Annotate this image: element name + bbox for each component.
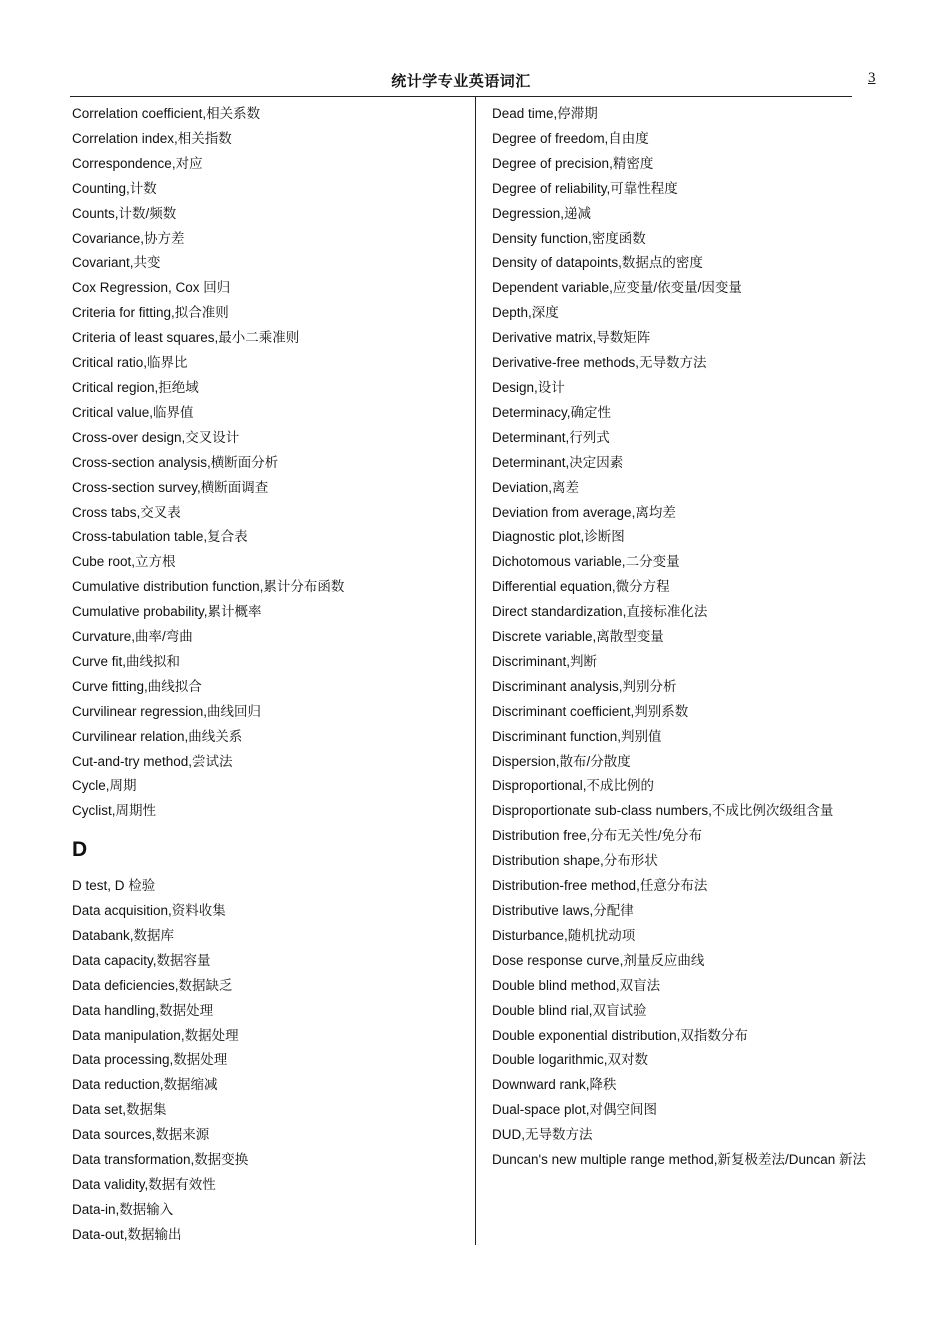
glossary-entry: Discrete variable,离散型变量 (492, 629, 664, 645)
glossary-entry: Correlation coefficient,相关系数 (72, 106, 261, 121)
glossary-entry: Covariance,协方差 (72, 230, 185, 246)
glossary-entry: Depth,深度 (492, 305, 559, 321)
glossary-entry: Double logarithmic,双对数 (492, 1052, 649, 1068)
glossary-entry: Discriminant coefficient,判别系数 (492, 703, 689, 719)
glossary-entry: Curve fit,曲线拟和 (72, 653, 181, 669)
column-divider (475, 97, 476, 1245)
glossary-entry: Duncan's new multiple range method,新复极差法/Duncan 新法 (492, 1152, 866, 1168)
glossary-entry: Criteria of least squares,最小二乘准则 (72, 330, 300, 346)
glossary-entry: Dependent variable,应变量/依变量/因变量 (492, 280, 742, 296)
glossary-entry: Data-in,数据输入 (72, 1201, 174, 1217)
glossary-entry: Cyclist,周期性 (72, 803, 156, 819)
glossary-entry: Deviation,离差 (492, 479, 580, 495)
glossary-entry: Data-out,数据输出 (72, 1226, 182, 1242)
glossary-entry: Dispersion,散布/分散度 (492, 753, 631, 769)
glossary-entry: Degree of freedom,自由度 (492, 130, 649, 146)
glossary-entry: Derivative matrix,导数矩阵 (492, 330, 651, 346)
glossary-entry: Data acquisition,资料收集 (72, 902, 226, 918)
glossary-entry: Distribution free,分布无关性/免分布 (492, 828, 703, 844)
page-header (70, 66, 852, 97)
glossary-entry: Cut-and-try method,尝试法 (72, 753, 233, 769)
glossary-entry: Cross-over design,交叉设计 (72, 429, 240, 445)
glossary-entry: Discriminant function,判别值 (492, 728, 662, 744)
glossary-entry: Direct standardization,直接标准化法 (492, 604, 708, 620)
right-entries (492, 102, 884, 1148)
glossary-entry: Curvilinear regression,曲线回归 (72, 703, 262, 719)
glossary-entry: Cross-tabulation table,复合表 (72, 529, 248, 545)
glossary-entry: Critical ratio,临界比 (72, 355, 188, 371)
glossary-entry: Derivative-free methods,无导数方法 (492, 355, 707, 371)
glossary-entry: Design,设计 (492, 379, 565, 395)
glossary-entry: Distribution shape,分布形状 (492, 853, 658, 869)
glossary-entry: Curve fitting,曲线拟合 (72, 678, 202, 694)
glossary-entry: Critical value,临界值 (72, 404, 194, 420)
glossary-entry: Degree of precision,精密度 (492, 155, 654, 171)
glossary-entry: Determinant,行列式 (492, 429, 610, 445)
glossary-entry: Cumulative distribution function,累计分布函数 (72, 579, 345, 595)
glossary-entry: Data processing,数据处理 (72, 1052, 228, 1068)
glossary-entry: Cube root,立方根 (72, 554, 176, 570)
glossary-entry: Data sources,数据来源 (72, 1127, 210, 1143)
glossary-entry: Criteria for fitting,拟合准则 (72, 305, 229, 321)
glossary-entry: Diagnostic plot,诊断图 (492, 529, 625, 545)
glossary-entry: Double blind rial,双盲试验 (492, 1002, 647, 1018)
glossary-entry: Dose response curve,剂量反应曲线 (492, 952, 705, 968)
left-entries-c (72, 102, 468, 824)
glossary-entry: Disproportionate sub-class numbers,不成比例次级组含量 (492, 803, 834, 819)
glossary-entry: Discriminant,判断 (492, 653, 598, 669)
glossary-entry: Dual-space plot,对偶空间图 (492, 1102, 658, 1118)
glossary-entry: Critical region,拒绝域 (72, 379, 199, 395)
glossary-entry: Double exponential distribution,双指数分布 (492, 1027, 748, 1043)
glossary-entry: Downward rank,降秩 (492, 1077, 617, 1093)
glossary-entry: Counts,计数/频数 (72, 205, 177, 221)
glossary-entry: D test, D 检验 (72, 878, 156, 894)
glossary-entry: Degree of reliability,可靠性程度 (492, 180, 678, 196)
left-entries-d (72, 874, 468, 1248)
glossary-entry: Distributive laws,分配律 (492, 903, 634, 918)
glossary-entry: Covariant,共变 (72, 255, 161, 271)
glossary-entry: Cycle,周期 (72, 778, 137, 794)
glossary-entry: Curvilinear relation,曲线关系 (72, 728, 243, 744)
document-title: 统计学专业英语词汇 (391, 73, 531, 90)
glossary-entry: Curvature,曲率/弯曲 (72, 629, 193, 645)
glossary-entry: Deviation from average,离均差 (492, 504, 676, 520)
glossary-entry: Cross-section analysis,横断面分析 (72, 454, 279, 470)
glossary-entry: Data handling,数据处理 (72, 1002, 214, 1018)
glossary-entry: Cross-section survey,横断面调查 (72, 479, 269, 495)
section-heading-d: D (72, 838, 88, 862)
glossary-entry: Distribution-free method,任意分布法 (492, 878, 708, 894)
glossary-entry: Data deficiencies,数据缺乏 (72, 977, 233, 993)
glossary-entry: Cumulative probability,累计概率 (72, 604, 262, 620)
glossary-entry: Degression,递减 (492, 205, 592, 221)
glossary-entry: Data capacity,数据容量 (72, 952, 211, 968)
glossary-entry: Cross tabs,交叉表 (72, 504, 181, 520)
glossary-entry: Data manipulation,数据处理 (72, 1027, 239, 1043)
glossary-entry: Cox Regression, Cox 回归 (72, 280, 231, 296)
glossary-entry: Disturbance,随机扰动项 (492, 927, 636, 943)
glossary-entry: Discriminant analysis,判别分析 (492, 678, 677, 694)
glossary-entry: Double blind method,双盲法 (492, 977, 661, 993)
glossary-entry: Data reduction,数据缩减 (72, 1077, 218, 1093)
page-number: 3 (868, 70, 876, 86)
glossary-entry: Correspondence,对应 (72, 155, 203, 171)
glossary-entry: Data transformation,数据变换 (72, 1152, 249, 1168)
glossary-entry: Density of datapoints,数据点的密度 (492, 255, 703, 271)
glossary-entry: Data set,数据集 (72, 1102, 167, 1118)
glossary-entry: DUD,无导数方法 (492, 1127, 593, 1143)
glossary-entry: Density function,密度函数 (492, 230, 646, 246)
glossary-entry: Databank,数据库 (72, 927, 175, 943)
left-column (72, 102, 468, 1248)
glossary-entry: Determinant,决定因素 (492, 454, 624, 470)
glossary-entry: Data validity,数据有效性 (72, 1176, 216, 1192)
glossary-entry: Differential equation,微分方程 (492, 579, 670, 595)
glossary-entry: Disproportional,不成比例的 (492, 778, 655, 794)
right-column (492, 102, 884, 1173)
glossary-entry: Correlation index,相关指数 (72, 130, 232, 146)
glossary-entry: Counting,计数 (72, 180, 157, 196)
glossary-entry: Dead time,停滞期 (492, 106, 598, 121)
glossary-entry: Dichotomous variable,二分变量 (492, 554, 680, 570)
glossary-entry: Determinacy,确定性 (492, 404, 612, 420)
